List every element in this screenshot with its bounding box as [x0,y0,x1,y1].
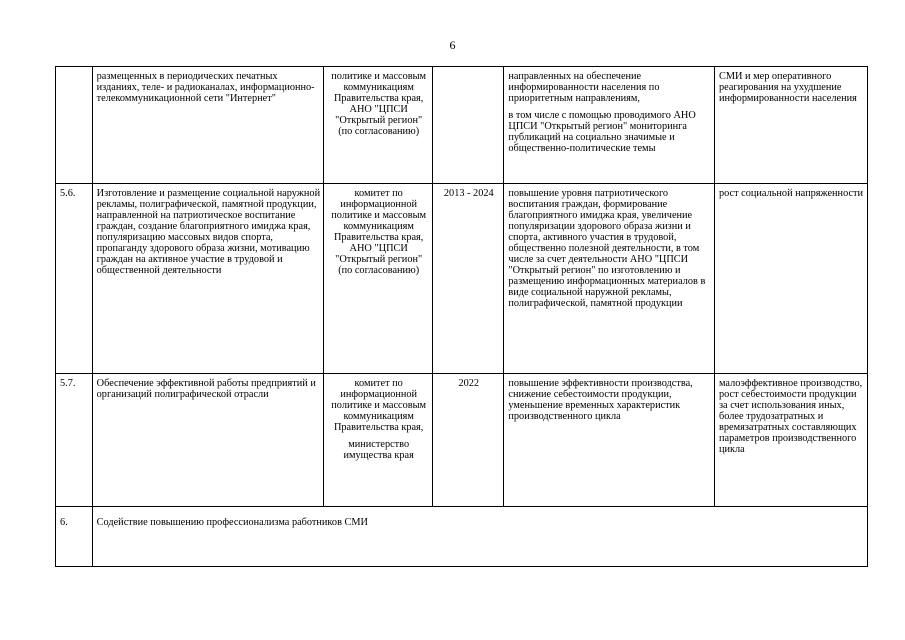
table-row [56,184,868,374]
row-number-cell: 6. [56,507,93,567]
result-cell: повышение эффективности производства, снижение себестоимости продукции, уменьшение временных характеристик производственного цикла [504,374,715,507]
years-cell: 2022 [433,374,504,507]
result-cell [504,67,715,184]
result-text: направленных на обеспечение информированности населения по приоритетным направлениям, [508,71,660,104]
risk-cell: СМИ и мер оперативного реагирования на ухудшение информированности населения [714,67,867,184]
row-number-cell [56,67,93,184]
program-measures-table [55,66,868,567]
executor-text: министерство имущества края [343,439,414,461]
years-cell: 2013 - 2024 [433,184,504,374]
row-number-cell: 5.7. [56,374,93,507]
executor-cell [324,374,433,507]
table-row [56,67,868,184]
page-number: 6 [449,38,456,52]
measure-text-cell: размещенных в периодических печатных изданиях, теле- и радиоканалах, информационно-телекоммуникационной сети "Интернет" [92,67,324,184]
risk-cell: рост социальной напряженности [714,184,867,374]
executor-cell: политике и массовым коммуникациям Правительства края, АНО "ЦПСИ "Открытый регион"(по согласованию) [324,67,433,184]
measure-text-cell: Изготовление и размещение социальной наружной рекламы, полиграфической, памятной продукции, направленной на патриотическое воспитание граждан, создание благоприятного имиджа края, популяризацию массовых видов спорта, пропаганду здорового образа жизни, мотивацию граждан на активное участие в трудовой и общественной деятельности [92,184,324,374]
section-title-cell: Содействие повышению профессионализма работников СМИ [92,507,867,567]
row-number-cell: 5.6. [56,184,93,374]
years-cell [433,67,504,184]
section-row [56,507,868,567]
risk-cell: малоэффективное производство, рост себестоимости продукции за счет использования иных, более трудозатратных и времязатратных составляющих параметров производственного цикла [714,374,867,507]
result-cell: повышение уровня патриотического воспитания граждан, формирование благоприятного имиджа края, увеличение популяризации здорового образа жизни и спорта, активного участия в трудовой, общественно полезной деятельности, в том числе за счет деятельности АНО "ЦПСИ "Открытый регион" по изготовлению и размещению информационных материалов в виде социальной наружной рекламы, полиграфической, памятной продукции [504,184,715,374]
executor-text: комитет по информационной политике и массовым коммуникациям Правительства края, [331,378,427,433]
measure-text-cell: Обеспечение эффективной работы предприятий и организаций полиграфической отрасли [92,374,324,507]
executor-cell: комитет по информационной политике и массовым коммуникациям Правительства края, АНО "ЦПСИ "Открытый регион"(по согласованию) [324,184,433,374]
result-text: в том числе с помощью проводимого АНО ЦПСИ "Открытый регион" мониторинга публикаций на социально значимые и общественно-политические темы [508,110,696,154]
table-row [56,374,868,507]
